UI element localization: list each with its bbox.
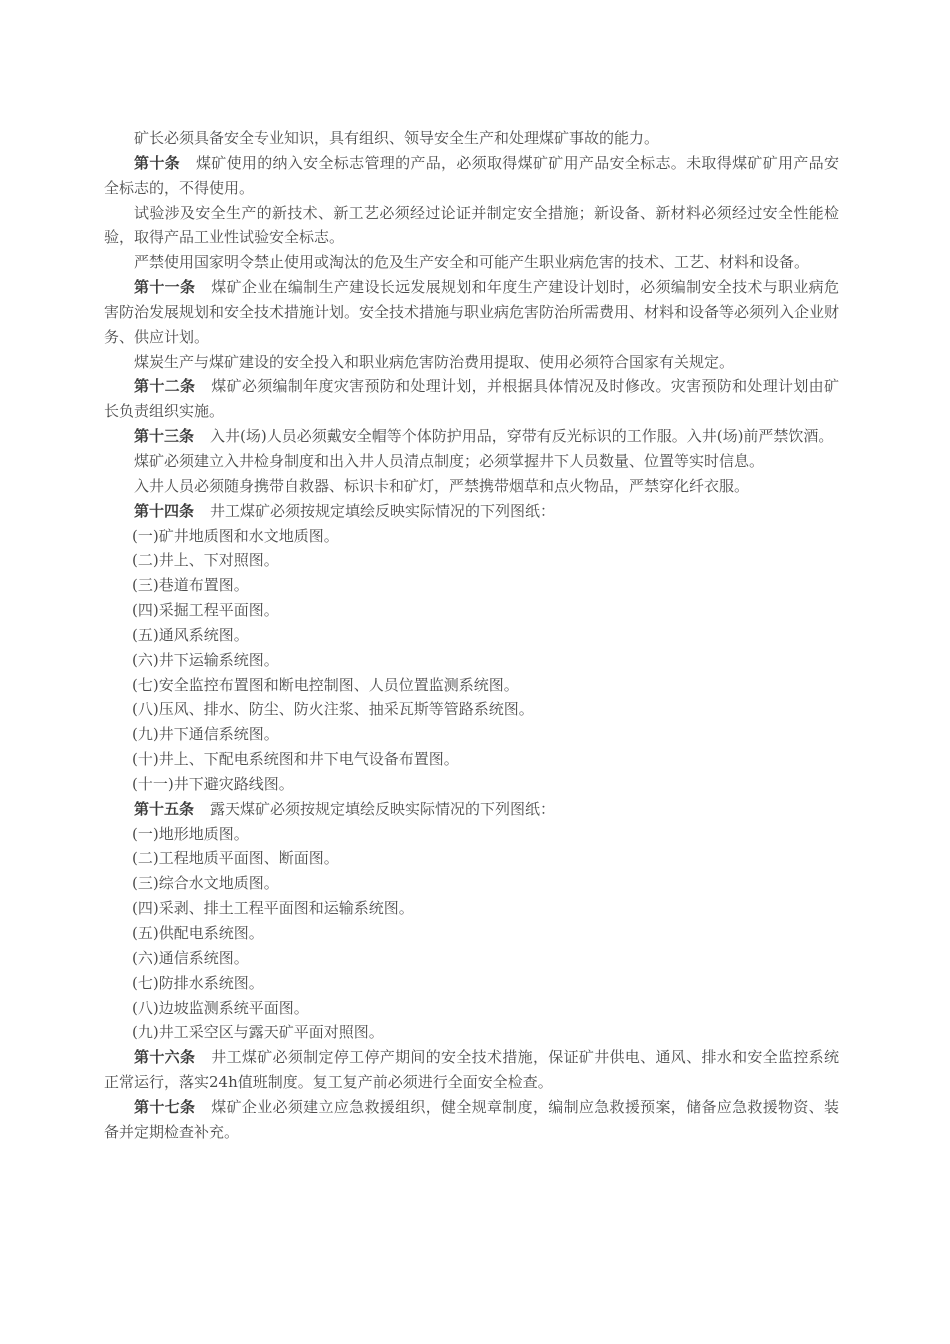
paragraph [104, 275, 839, 350]
paragraph-text: 井工煤矿必须制定停工停产期间的安全技术措施，保证矿井供电、通风、排水和安全监控系统正常运行，落实24h值班制度。复工复产前必须进行全面安全检查。 [104, 1048, 839, 1092]
document-body [104, 126, 839, 1145]
paragraph-text: 煤矿企业在编制生产建设长远发展规划和年度生产建设计划时，必须编制安全技术与职业病危害防治发展规划和安全技术措施计划。安全技术措施与职业病危害防治所需费用、材料和设备等必须列入企业财务、供应计划。 [104, 278, 840, 346]
article-heading: 第十条 [134, 153, 180, 172]
article-heading: 第十二条 [134, 377, 196, 396]
article-heading: 第十三条 [134, 427, 195, 446]
list-item [104, 697, 839, 722]
paragraph-text: (四)采剥、排土工程平面图和运输系统图。 [132, 899, 414, 918]
paragraph [104, 151, 839, 201]
list-item [104, 921, 839, 946]
paragraph-text: (五)通风系统图。 [132, 625, 249, 644]
paragraph [104, 499, 839, 524]
paragraph-text: 露天煤矿必须按规定填绘反映实际情况的下列图纸： [210, 799, 556, 818]
paragraph-text: 煤矿企业必须建立应急救援组织，健全规章制度，编制应急救援预案，储备应急救援物资、装备并定期检查补充。 [104, 1097, 839, 1141]
article-heading: 第十七条 [134, 1097, 196, 1116]
paragraph [104, 250, 839, 275]
list-item [104, 1020, 839, 1045]
paragraph [104, 126, 839, 151]
list-item [104, 896, 839, 921]
paragraph-text: (七)防排水系统图。 [132, 973, 264, 992]
paragraph-text: (六)井下运输系统图。 [132, 650, 279, 669]
paragraph-text: (九)井下通信系统图。 [132, 725, 279, 744]
paragraph-text: 入井(场)人员必须戴安全帽等个体防护用品，穿带有反光标识的工作服。入井(场)前严禁饮酒。 [210, 427, 834, 446]
paragraph [104, 201, 839, 251]
paragraph-text: 煤矿必须编制年度灾害预防和处理计划，并根据具体情况及时修改。灾害预防和处理计划由矿长负责组织实施。 [104, 377, 839, 421]
article-heading: 第十六条 [134, 1048, 196, 1067]
list-item [104, 772, 839, 797]
paragraph-text: 煤炭生产与煤矿建设的安全投入和职业病危害防治费用提取、使用必须符合国家有关规定。 [134, 352, 735, 371]
article-heading: 第十一条 [134, 278, 196, 297]
paragraph-text: (十)井上、下配电系统图和井下电气设备布置图。 [132, 750, 459, 769]
list-item [104, 623, 839, 648]
paragraph-text: 井工煤矿必须按规定填绘反映实际情况的下列图纸： [210, 501, 556, 520]
list-item [104, 946, 839, 971]
paragraph-text: (八)边坡监测系统平面图。 [132, 998, 309, 1017]
list-item [104, 871, 839, 896]
paragraph-text: 入井人员必须随身携带自救器、标识卡和矿灯，严禁携带烟草和点火物品，严禁穿化纤衣服。 [134, 476, 750, 495]
paragraph-text: 煤矿必须建立入井检身制度和出入井人员清点制度；必须掌握井下人员数量、位置等实时信息。 [134, 451, 765, 470]
list-item [104, 573, 839, 598]
paragraph-text: (一)地形地质图。 [132, 824, 249, 843]
paragraph-text: (八)压风、排水、防尘、防火注浆、抽采瓦斯等管路系统图。 [132, 700, 534, 719]
article-heading: 第十五条 [134, 799, 195, 818]
article-heading: 第十四条 [134, 501, 195, 520]
paragraph [104, 449, 839, 474]
paragraph-text: (九)井工采空区与露天矿平面对照图。 [132, 1023, 384, 1042]
paragraph-text: (二)井上、下对照图。 [132, 551, 279, 570]
list-item [104, 673, 839, 698]
list-item [104, 548, 839, 573]
paragraph-text: 煤矿使用的纳入安全标志管理的产品，必须取得煤矿矿用产品安全标志。未取得煤矿矿用产品安全标志的，不得使用。 [104, 153, 839, 197]
list-item [104, 846, 839, 871]
paragraph-text: 矿长必须具备安全专业知识，具有组织、领导安全生产和处理煤矿事故的能力。 [134, 129, 660, 147]
paragraph-text: (七)安全监控布置图和断电控制图、人员位置监测系统图。 [132, 675, 519, 694]
list-item [104, 747, 839, 772]
paragraph-text: (三)巷道布置图。 [132, 576, 249, 595]
list-item [104, 971, 839, 996]
paragraph-text: (十一)井下避灾路线图。 [132, 774, 294, 793]
list-item [104, 598, 839, 623]
paragraph [104, 1095, 839, 1145]
paragraph [104, 424, 839, 449]
paragraph-text: (二)工程地质平面图、断面图。 [132, 849, 339, 868]
list-item [104, 648, 839, 673]
list-item [104, 996, 839, 1021]
paragraph-text: (三)综合水文地质图。 [132, 874, 279, 893]
paragraph [104, 350, 839, 375]
paragraph [104, 374, 839, 424]
list-item [104, 722, 839, 747]
paragraph-text: (六)通信系统图。 [132, 948, 249, 967]
paragraph-text: (五)供配电系统图。 [132, 924, 264, 942]
paragraph [104, 1045, 839, 1095]
list-item [104, 524, 839, 549]
paragraph-text: (一)矿井地质图和水文地质图。 [132, 526, 339, 545]
paragraph [104, 474, 839, 499]
paragraph [104, 797, 839, 822]
paragraph-text: 试验涉及安全生产的新技术、新工艺必须经过论证并制定安全措施；新设备、新材料必须经过安全性能检验，取得产品工业性试验安全标志。 [104, 203, 839, 247]
paragraph-text: (四)采掘工程平面图。 [132, 601, 279, 620]
paragraph-text: 严禁使用国家明令禁止使用或淘汰的危及生产安全和可能产生职业病危害的技术、工艺、材料和设备。 [134, 253, 810, 272]
list-item [104, 822, 839, 847]
